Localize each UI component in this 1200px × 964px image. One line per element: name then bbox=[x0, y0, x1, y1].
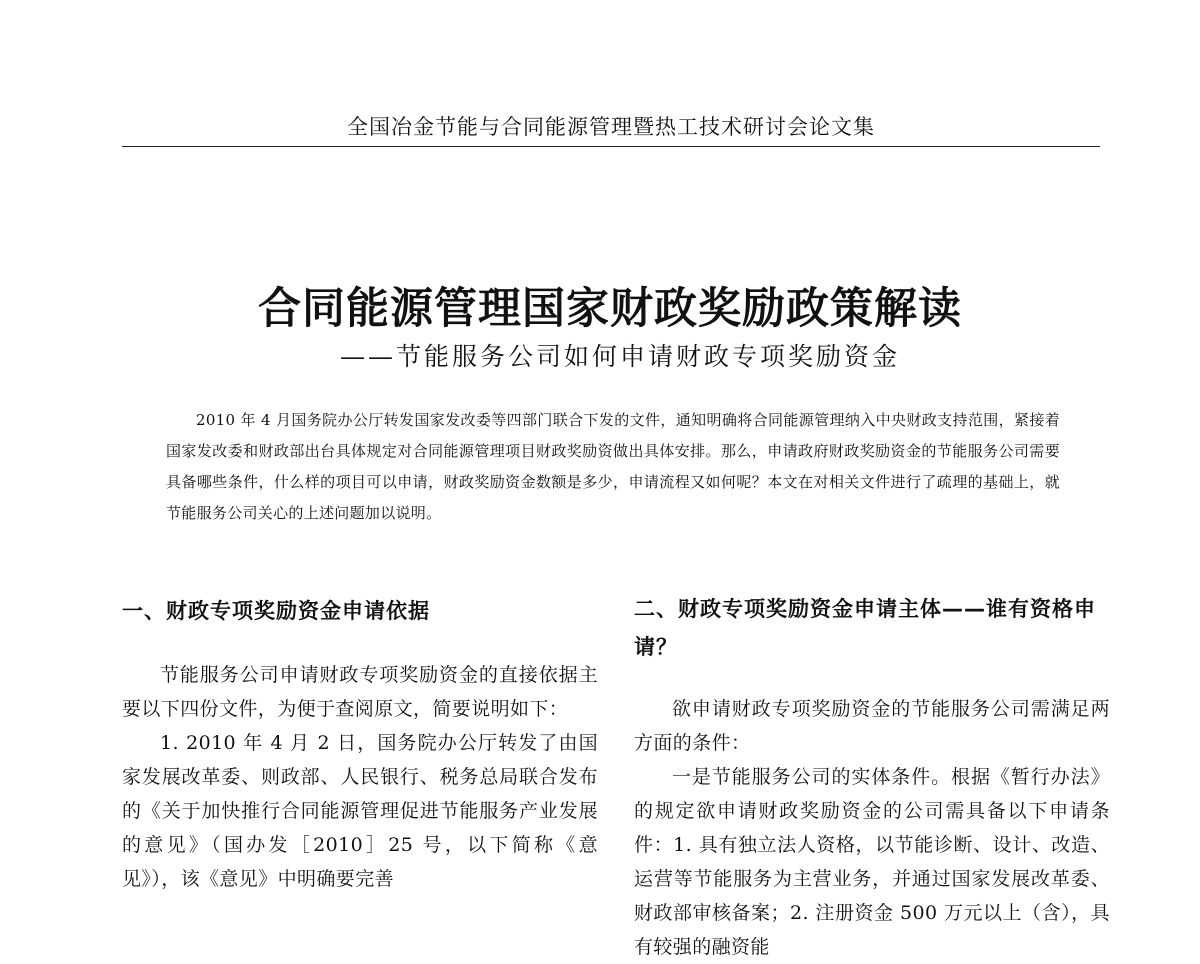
header-rule bbox=[122, 146, 1100, 147]
section-heading-1: 一、财政专项奖励资金申请依据 bbox=[122, 599, 430, 623]
running-header: 全国冶金节能与合同能源管理暨热工技术研讨会论文集 bbox=[347, 115, 875, 139]
paper-subtitle: ——节能服务公司如何申请财政专项奖励资金 bbox=[339, 342, 900, 371]
right-column bbox=[634, 590, 1110, 964]
body-paragraph: 节能服务公司申请财政专项奖励资金的直接依据主要以下四份文件，为便于查阅原文，简要说明如下： bbox=[122, 664, 598, 720]
left-column bbox=[122, 590, 598, 896]
body-paragraph: 一是节能服务公司的实体条件。根据《暂行办法》的规定欲申请财政奖励资金的公司需具备以下申请条件：1. 具有独立法人资格，以节能诊断、设计、改造、运营等节能服务为主营业务，并通过国家发展改革委、财政部审核备案；2. 注册资金 500 万元以上（含），具有较强的融资能 bbox=[634, 766, 1110, 958]
body-paragraph: 1. 2010 年 4 月 2 日，国务院办公厅转发了由国家发展改革委、则政部、人民银行、税务总局联合发布的《关于加快推行合同能源管理促进节能服务产业发展的意见》（国办发［2010］25 号，以下简称《意见》），该《意见》中明确要完善 bbox=[122, 732, 598, 890]
paper-title: 合同能源管理国家财政奖励政策解读 bbox=[258, 283, 962, 334]
body-paragraph: 欲申请财政专项奖励资金的节能服务公司需满足两方面的条件： bbox=[634, 698, 1110, 754]
abstract: 2010 年 4 月国务院办公厅转发国家发改委等四部门联合下发的文件，通知明确将合同能源管理纳入中央财政支持范围，紧接着国家发改委和财政部出台具体规定对合同能源管理项目财政奖励资做出具体安排。那么，申请政府财政奖励资金的节能服务公司需要具备哪些条件，什么样的项目可以申请，财政奖励资金数额是多少，申请流程又如何呢？本文在对相关文件进行了疏理的基础上，就节能服务公司关心的上述问题加以说明。 bbox=[166, 411, 1060, 522]
section-heading-2: 二、财政专项奖励资金申请主体——谁有资格申请？ bbox=[634, 597, 1096, 659]
